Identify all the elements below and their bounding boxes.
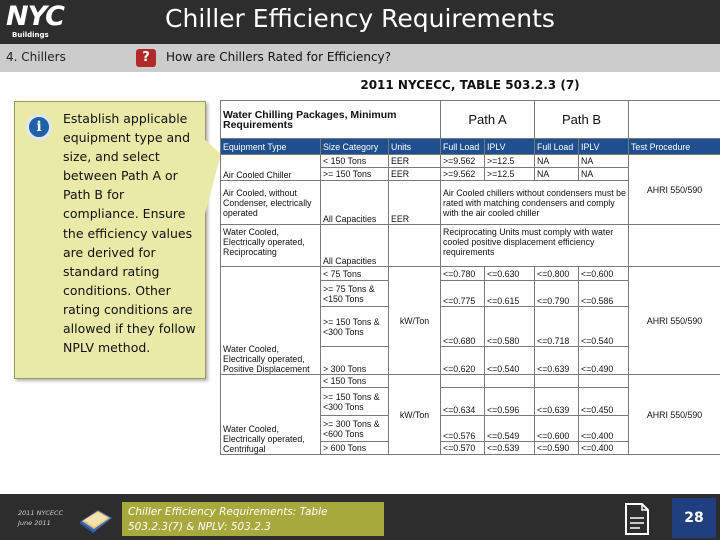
requirements-table — [220, 100, 720, 492]
logo-subtext: Buildings — [12, 31, 49, 39]
cell-value: <=0.570 — [441, 442, 485, 455]
cell-value: <=0.540 — [579, 307, 629, 347]
question-text: How are Chillers Rated for Efficiency? — [166, 50, 392, 64]
footer-edition-line1: 2011 NYCECC — [18, 509, 64, 517]
col-header-iplv-a: IPLV — [485, 139, 535, 155]
cell-units: EER — [389, 155, 441, 168]
col-header-equipment: Equipment Type — [221, 139, 321, 155]
cell-size: >= 75 Tons & <150 Tons — [321, 281, 389, 307]
cell-size: < 150 Tons — [321, 155, 389, 168]
cell-value: <=0.800 — [535, 267, 579, 281]
cell-value: <=0.549 — [485, 416, 535, 442]
cell-value: NA — [535, 168, 579, 181]
cell-value: <=0.580 — [485, 307, 535, 347]
page-number: 28 — [672, 498, 716, 538]
cell-water-cooled-centrifugal: Water Cooled, Electrically operated, Centrifugal — [221, 375, 321, 455]
path-a-header: Path A — [441, 101, 535, 139]
cell-value: <=0.630 — [485, 267, 535, 281]
cell-value: <=0.790 — [535, 281, 579, 307]
cell-value: <=0.596 — [485, 388, 535, 416]
col-header-full-load-b: Full Load — [535, 139, 579, 155]
cell-size: >= 150 Tons & <300 Tons — [321, 388, 389, 416]
book-icon — [78, 502, 114, 534]
footer-reference-text: Chiller Efficiency Requirements: Table 503.2.3(7) & NPLV: 503.2.3 — [128, 506, 328, 533]
cell-value: >=12.5 — [485, 168, 535, 181]
cell-value: <=0.639 — [535, 347, 579, 375]
cell-water-cooled-pd: Water Cooled, Electrically operated, Positive Displacement — [221, 267, 321, 375]
cell-value: <=0.400 — [579, 416, 629, 442]
empty-header-cell — [629, 101, 720, 139]
cell-value: NA — [579, 168, 629, 181]
cell-size: >= 300 Tons & <600 Tons — [321, 416, 389, 442]
cell-units: EER — [389, 168, 441, 181]
cell-value: <=0.590 — [535, 442, 579, 455]
cell-units: EER — [389, 181, 441, 225]
cell-size: All Capacities — [321, 181, 389, 225]
cell-value: >=9.562 — [441, 168, 485, 181]
slide-title: Chiller Efficiency Requirements — [165, 4, 555, 33]
cell-value: <=0.620 — [441, 347, 485, 375]
nyc-buildings-logo — [6, 1, 90, 40]
cell-size: < 150 Tons — [321, 375, 389, 388]
cell-test-procedure — [629, 225, 720, 267]
info-icon: i — [26, 114, 52, 140]
cell-value: <=0.450 — [579, 388, 629, 416]
cell-size: >= 150 Tons & <300 Tons — [321, 307, 389, 347]
cell-size: >= 150 Tons — [321, 168, 389, 181]
cell-value: <=0.490 — [579, 347, 629, 375]
col-header-test-procedure: Test Procedure — [629, 139, 720, 155]
cell-air-cooled-chiller: Air Cooled Chiller — [221, 155, 321, 181]
cell-value: >=12.5 — [485, 155, 535, 168]
cell-value: <=0.600 — [579, 267, 629, 281]
cell-value: <=0.586 — [579, 281, 629, 307]
cell-value: <=0.639 — [535, 388, 579, 416]
cell-value — [441, 375, 485, 388]
cell-air-no-condenser: Air Cooled, without Condenser, electrically operated — [221, 181, 321, 225]
cell-test-procedure: AHRI 550/590 — [629, 375, 720, 455]
cell-note: Reciprocating Units must comply with water cooled positive displacement efficiency requirements — [441, 225, 629, 267]
logo-text: NYC — [6, 1, 65, 32]
cell-value: <=0.634 — [441, 388, 485, 416]
cell-size: < 75 Tons — [321, 267, 389, 281]
cell-value: <=0.780 — [441, 267, 485, 281]
cell-value: <=0.718 — [535, 307, 579, 347]
cell-value: <=0.680 — [441, 307, 485, 347]
path-b-header: Path B — [535, 101, 629, 139]
cell-value: <=0.600 — [535, 416, 579, 442]
section-label: 4. Chillers — [6, 50, 66, 64]
col-header-size: Size Category — [321, 139, 389, 155]
callout-pointer — [205, 140, 221, 214]
col-header-full-load-a: Full Load — [441, 139, 485, 155]
table-top-header: Water Chilling Packages, Minimum Requirements — [221, 101, 441, 139]
cell-size: > 300 Tons — [321, 347, 389, 375]
cell-units: kW/Ton — [389, 267, 441, 375]
cell-size: > 600 Tons — [321, 442, 389, 455]
cell-value: <=0.576 — [441, 416, 485, 442]
col-header-iplv-b: IPLV — [579, 139, 629, 155]
footer-edition-line2: June 2011 — [18, 519, 51, 527]
cell-value — [535, 375, 579, 388]
cell-water-cooled-reciprocating: Water Cooled, Electrically operated, Reciprocating — [221, 225, 321, 267]
cell-value — [579, 375, 629, 388]
cell-value — [485, 375, 535, 388]
cell-units — [389, 225, 441, 267]
cell-value: <=0.400 — [579, 442, 629, 455]
cell-value: >=9.562 — [441, 155, 485, 168]
cell-value: <=0.540 — [485, 347, 535, 375]
cell-test-procedure: AHRI 550/590 — [629, 267, 720, 375]
cell-value: NA — [535, 155, 579, 168]
document-icon[interactable] — [622, 502, 652, 536]
table-title: 2011 NYCECC, TABLE 503.2.3 (7) — [360, 78, 580, 92]
question-icon: ? — [136, 49, 156, 67]
footer-edition — [18, 508, 63, 528]
callout-text: Establish applicable equipment type and size, and select between Path A or Path B for compliance. Ensure the efficiency values are derived for standard rating conditions. Other rating conditions are allowed if they follow NPLV method. — [63, 111, 196, 356]
cell-test-procedure: AHRI 550/590 — [629, 155, 720, 225]
cell-value: <=0.539 — [485, 442, 535, 455]
cell-value: <=0.775 — [441, 281, 485, 307]
cell-units: kW/Ton — [389, 375, 441, 455]
cell-note: Air Cooled chillers without condensers must be rated with matching condensers and comply with the air cooled chiller — [441, 181, 629, 225]
cell-size: All Capacities — [321, 225, 389, 267]
cell-value: NA — [579, 155, 629, 168]
col-header-units: Units — [389, 139, 441, 155]
cell-value: <=0.615 — [485, 281, 535, 307]
